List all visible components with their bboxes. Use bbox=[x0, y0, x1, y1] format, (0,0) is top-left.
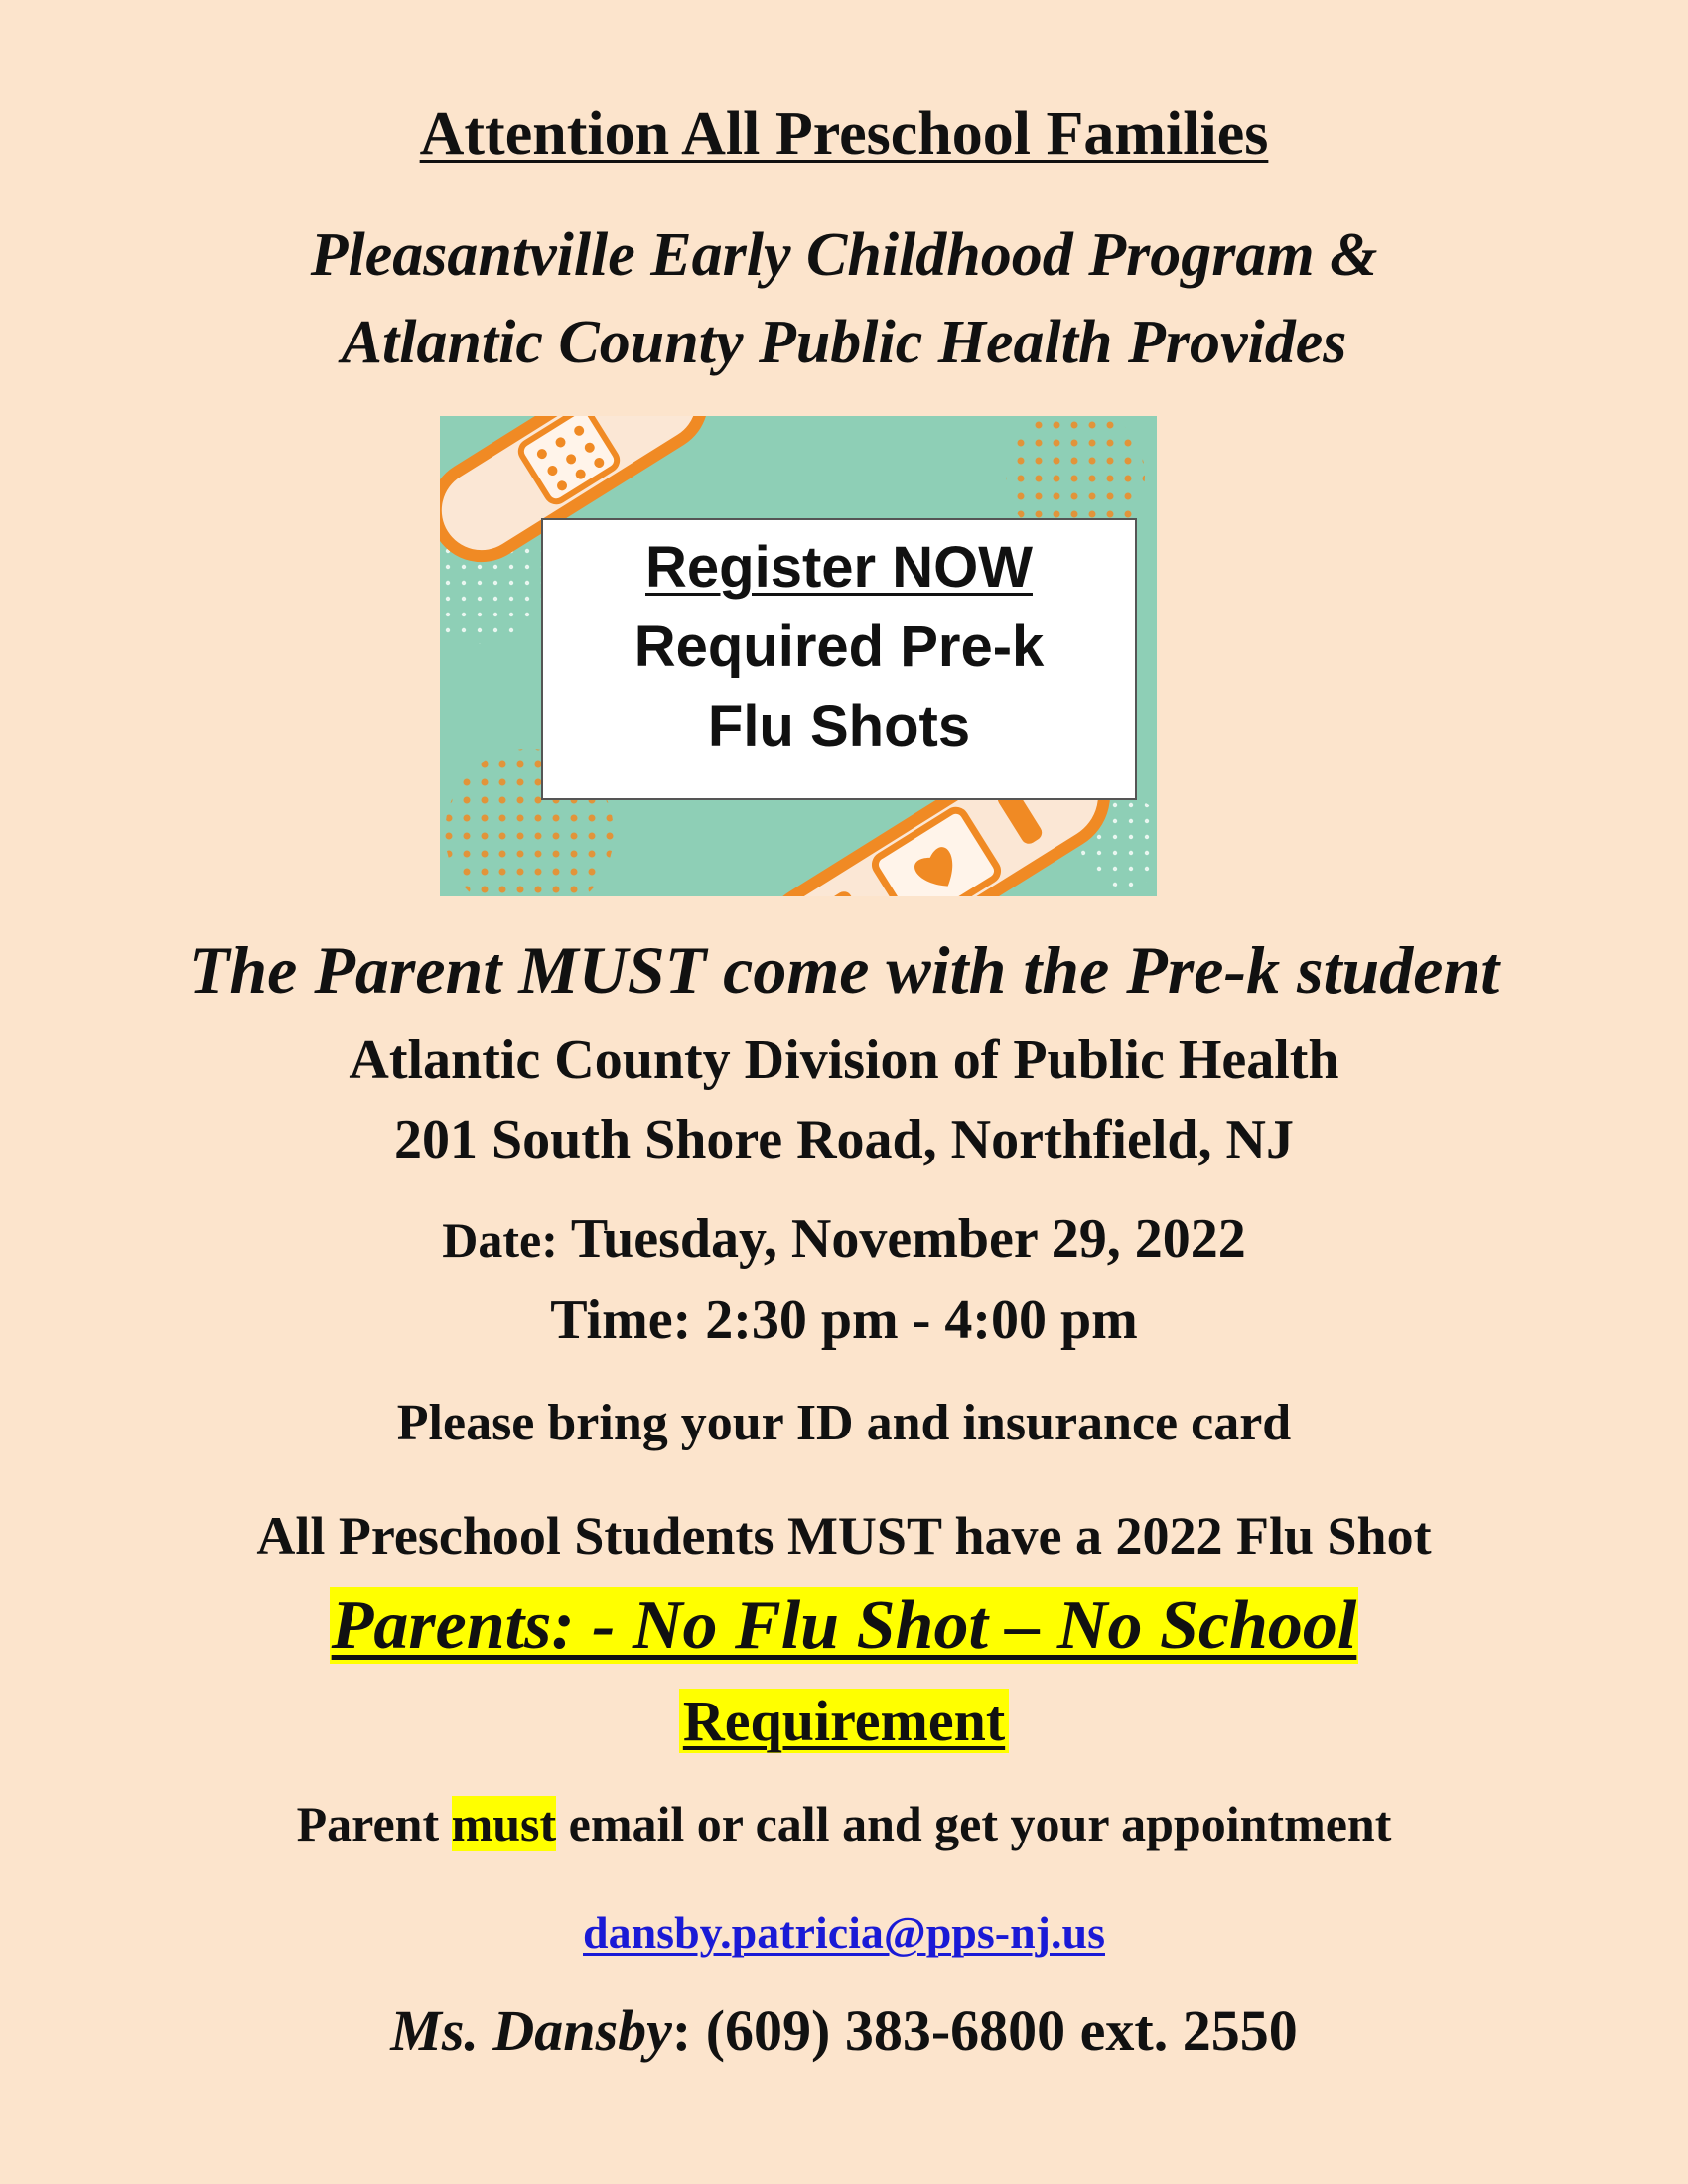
flu-shot-requirement: All Preschool Students MUST have a 2022 Flu Shot bbox=[256, 1506, 1432, 1566]
address: 201 South Shore Road, Northfield, NJ bbox=[394, 1109, 1294, 1170]
register-now-label: Register NOW bbox=[645, 535, 1033, 600]
no-flu-shot-warning-text: Parents: - No Flu Shot – No School bbox=[331, 1587, 1357, 1664]
register-now-box bbox=[541, 518, 1137, 800]
date-label: Date: bbox=[442, 1212, 558, 1268]
call-prefix: Parent bbox=[296, 1796, 440, 1851]
page-title: Attention All Preschool Families bbox=[419, 100, 1269, 168]
time-label: Time: bbox=[550, 1290, 692, 1351]
email-line bbox=[0, 1906, 1688, 1959]
requirement-text: Requirement bbox=[679, 1689, 1009, 1753]
requirement-label bbox=[0, 1688, 1688, 1754]
contact-email-link[interactable]: dansby.patricia@pps-nj.us bbox=[583, 1907, 1105, 1958]
time-line bbox=[0, 1289, 1688, 1352]
banner-line-2: Required Pre-k bbox=[633, 614, 1045, 679]
subheading-line-2: Atlantic County Public Health Provides bbox=[341, 309, 1347, 376]
time-value: 2:30 pm - 4:00 pm bbox=[705, 1290, 1138, 1351]
date-value: Tuesday, November 29, 2022 bbox=[570, 1208, 1246, 1270]
call-suffix: email or call and get your appointment bbox=[568, 1796, 1392, 1851]
no-flu-shot-warning bbox=[0, 1586, 1688, 1666]
must-highlight: must bbox=[451, 1796, 557, 1851]
date-line bbox=[0, 1207, 1688, 1271]
banner-line-3: Flu Shots bbox=[707, 694, 971, 758]
subheading-line-1: Pleasantville Early Childhood Program & bbox=[310, 221, 1378, 289]
parent-must-come-notice: The Parent MUST come with the Pre-k student bbox=[188, 932, 1500, 1008]
phone-line bbox=[0, 1997, 1688, 2064]
contact-name: Ms. Dansby bbox=[390, 1998, 672, 2063]
appointment-instruction bbox=[0, 1795, 1688, 1852]
bring-id-notice: Please bring your ID and insurance card bbox=[396, 1395, 1292, 1451]
contact-phone: : (609) 383-6800 ext. 2550 bbox=[671, 1998, 1298, 2063]
organization-name: Atlantic County Division of Public Health bbox=[349, 1029, 1339, 1091]
